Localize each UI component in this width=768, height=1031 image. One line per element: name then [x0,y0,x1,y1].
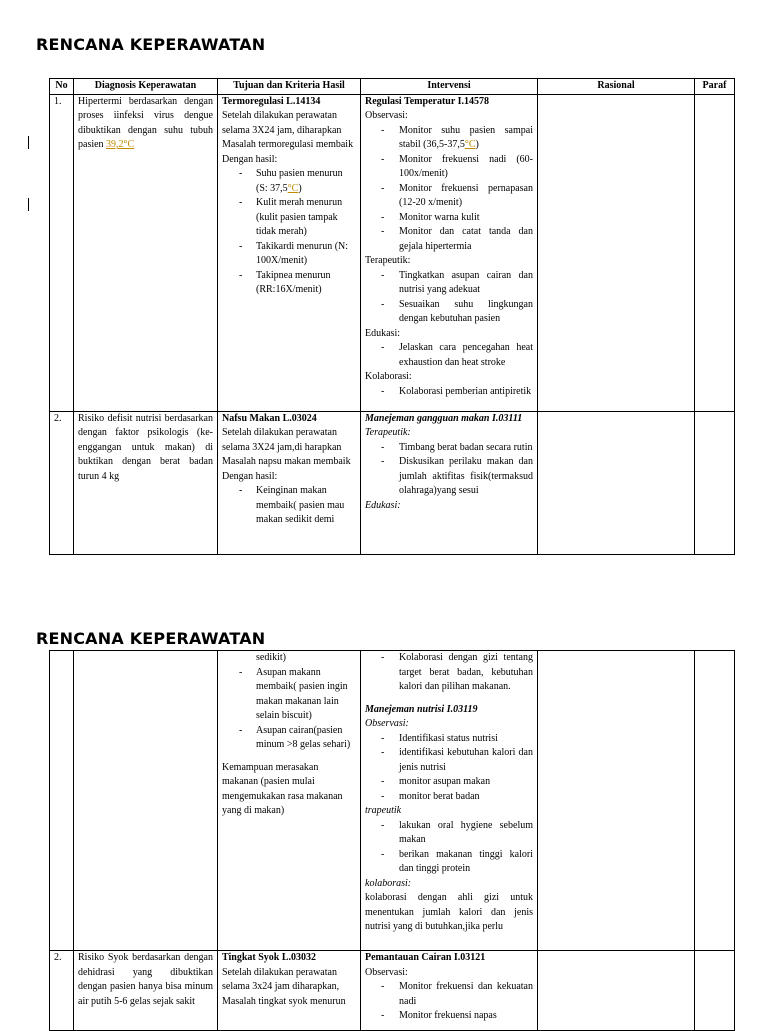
list-item: - Monitor frekuensi pernapasan (12-20 x/menit) [365,182,533,211]
kolaborasi-text: kolaborasi dengan ahli gizi untuk menentukan jumlah kalori dan jenis nutrisi yang di butuhkan,jika perlu [365,892,533,932]
row-number [50,651,74,951]
list-item: - Monitor frekuensi napas [365,1009,533,1024]
diagnosis-cell [74,651,218,951]
kolaborasi-list [365,385,533,400]
list-item: - lakukan oral hygiene sebelum makan [365,819,533,848]
table-row [50,651,735,951]
list-item: - monitor asupan makan [365,775,533,790]
section-label: Edukasi: [365,499,401,511]
diagnosis-cell [74,94,218,411]
list-item: - Timbang berat badan secara rutin [365,441,533,456]
table-row [50,951,735,1031]
observasi-list [365,980,533,1024]
tujuan-cell [218,951,361,1031]
row-number: 2. [50,951,74,1031]
care-plan-table-2 [49,650,735,1031]
outcome-title: Tingkat Syok L.03032 [222,952,317,963]
observasi-list [365,732,533,805]
paraf-cell [695,411,735,554]
section-label: Edukasi: [365,327,400,339]
outcome-title: Nafsu Makan L.03024 [222,412,317,424]
rasional-cell [538,651,695,951]
diagnosis-text: Hipertermi berdasarkan dengan proses iinfeksi virus dengue dibuktikan dengan suhu tubuh pasien [78,95,213,150]
table-row [50,94,735,411]
outcome-criteria-label: Dengan hasil: [222,470,278,482]
list-item: - Monitor frekuensi nadi (60-100x/menit) [365,153,533,182]
care-plan-table-1 [49,78,735,555]
list-item: - Asupan cairan(pasien minum >8 gelas sehari) [222,724,356,753]
list-item: - Takikardi menurun (N: 100X/menit) [222,240,356,269]
outcome-criteria-list [222,666,356,753]
tujuan-cell [218,651,361,951]
terapeutik-list [365,819,533,877]
text-cursor-mark [28,198,29,211]
outcome-criteria-label: Dengan hasil: [222,153,278,165]
header-diagnosis: Diagnosis Keperawatan [74,79,218,95]
intervention-title: Manejeman nutrisi I.03119 [365,703,478,715]
page-title: RENCANA KEPERAWATAN [36,35,266,54]
list-item: - Monitor warna kulit [365,211,533,226]
intervensi-cell [361,651,538,951]
row-number: 2. [50,411,74,554]
outcome-description: Setelah dilakukan perawatan selama 3X24 jam,di harapkan Masalah napsu makan membaik [222,427,351,467]
observasi-list [365,124,533,255]
row-number: 1. [50,94,74,411]
outcome-criteria-list [222,167,356,298]
header-rasional: Rasional [538,79,695,95]
table-row [50,411,735,554]
list-item: - Keinginan makan membaik( pasien mau makan sedikit demi [222,484,356,528]
header-tujuan: Tujuan dan Kriteria Hasil [218,79,361,95]
section-label: Kolaborasi: [365,371,412,382]
tujuan-cell [218,411,361,554]
paraf-cell [695,94,735,411]
diagnosis-cell: Risiko Syok berdasarkan dengan dehidrasi yang dibuktikan dengan pasien hanya bisa minum air putih 5-6 gelas sejak sakit [74,951,218,1031]
rasional-cell [538,411,695,554]
terapeutik-list [365,441,533,499]
intervention-title: Manejeman gangguan makan I.03111 [365,412,523,424]
section-label: kolaborasi: [365,877,412,889]
rasional-cell [538,94,695,411]
list-item: - Jelaskan cara pencegahan heat exhaustion dan heat stroke [365,341,533,370]
list-item: - Monitor frekuensi dan kekuatan nadi [365,980,533,1009]
rasional-cell [538,951,695,1031]
list-item: - monitor berat badan [365,790,533,805]
list-item: - Takipnea menurun (RR:16X/menit) [222,269,356,298]
paraf-cell [695,651,735,951]
edukasi-list [365,341,533,370]
list-item: - Monitor suhu pasien sampai stabil (36,5-37,5°C) [365,124,533,153]
section-label: Terapeutik: [365,427,411,438]
text-cursor-mark [28,136,29,149]
header-paraf: Paraf [695,79,735,95]
header-no: No [50,79,74,95]
list-item: - Sesuaikan suhu lingkungan dengan kebutuhan pasien [365,298,533,327]
list-item: - Asupan makann membaik( pasien ingin makan makanan lain selain biscuit) [222,666,356,724]
outcome-title: Termoregulasi L.14134 [222,95,321,107]
header-intervensi: Intervensi [361,79,538,95]
list-item: - Identifikasi status nutrisi [365,732,533,747]
list-item: - berikan makanan tinggi kalori dan tinggi protein [365,848,533,877]
list-item: - Kolaborasi pemberian antipiretik [365,385,533,400]
section-label: trapeutik [365,805,402,816]
outcome-criteria-text: Kemampuan merasakan makanan (pasien mulai mengemukakan rasa makanan yang di makan) [222,761,343,816]
section-label: Observasi: [365,110,408,121]
outcome-criteria-list [222,484,356,528]
list-item: - Diskusikan perilaku makan dan jumlah aktifitas fisik(termaksud olahraga)yang sesui [365,455,533,499]
outcome-description: Setelah dilakukan perawatan selama 3X24 jam, diharapkan Masalah termoregulasi membaik [222,110,354,150]
temperature-highlight: 39,2°C [106,139,135,150]
list-item: - identifikasi kebutuhan kalori dan jenis nutrisi [365,746,533,775]
section-label: Terapeutik: [365,255,411,266]
list-item: - Suhu pasien menurun (S: 37,5°C) [222,167,356,196]
continued-text: sedikit) [256,652,286,663]
terapeutik-list [365,269,533,327]
section-label: Observasi: [365,966,408,978]
table-header-row [50,79,735,95]
kolaborasi-list [365,651,533,695]
list-item: - Kulit merah menurun (kulit pasien tampak tidak merah) [222,196,356,240]
list-item: - Tingkatkan asupan cairan dan nutrisi yang adekuat [365,269,533,298]
intervention-title: Regulasi Temperatur I.14578 [365,95,489,107]
intervention-title: Pemantauan Cairan I.03121 [365,952,486,963]
diagnosis-cell: Risiko defisit nutrisi berdasarkan dengan faktor psikologis (ke-enggangan untuk makan) di buktikan dengan berat badan turun 4 kg [74,411,218,554]
section-label: Observasi: [365,718,409,729]
tujuan-cell [218,94,361,411]
list-item: - Monitor dan catat tanda dan gejala hipertermia [365,225,533,254]
list-item: - Kolaborasi dengan gizi tentang target berat badan, kebutuhan kalori dan pilihan makanan. [365,651,533,695]
paraf-cell [695,951,735,1031]
intervensi-cell [361,951,538,1031]
intervensi-cell [361,411,538,554]
outcome-description: Setelah dilakukan perawatan selama 3x24 jam diharapkan, Masalah tingkat syok menurun [222,966,346,1007]
intervensi-cell [361,94,538,411]
page-title: RENCANA KEPERAWATAN [36,629,266,648]
